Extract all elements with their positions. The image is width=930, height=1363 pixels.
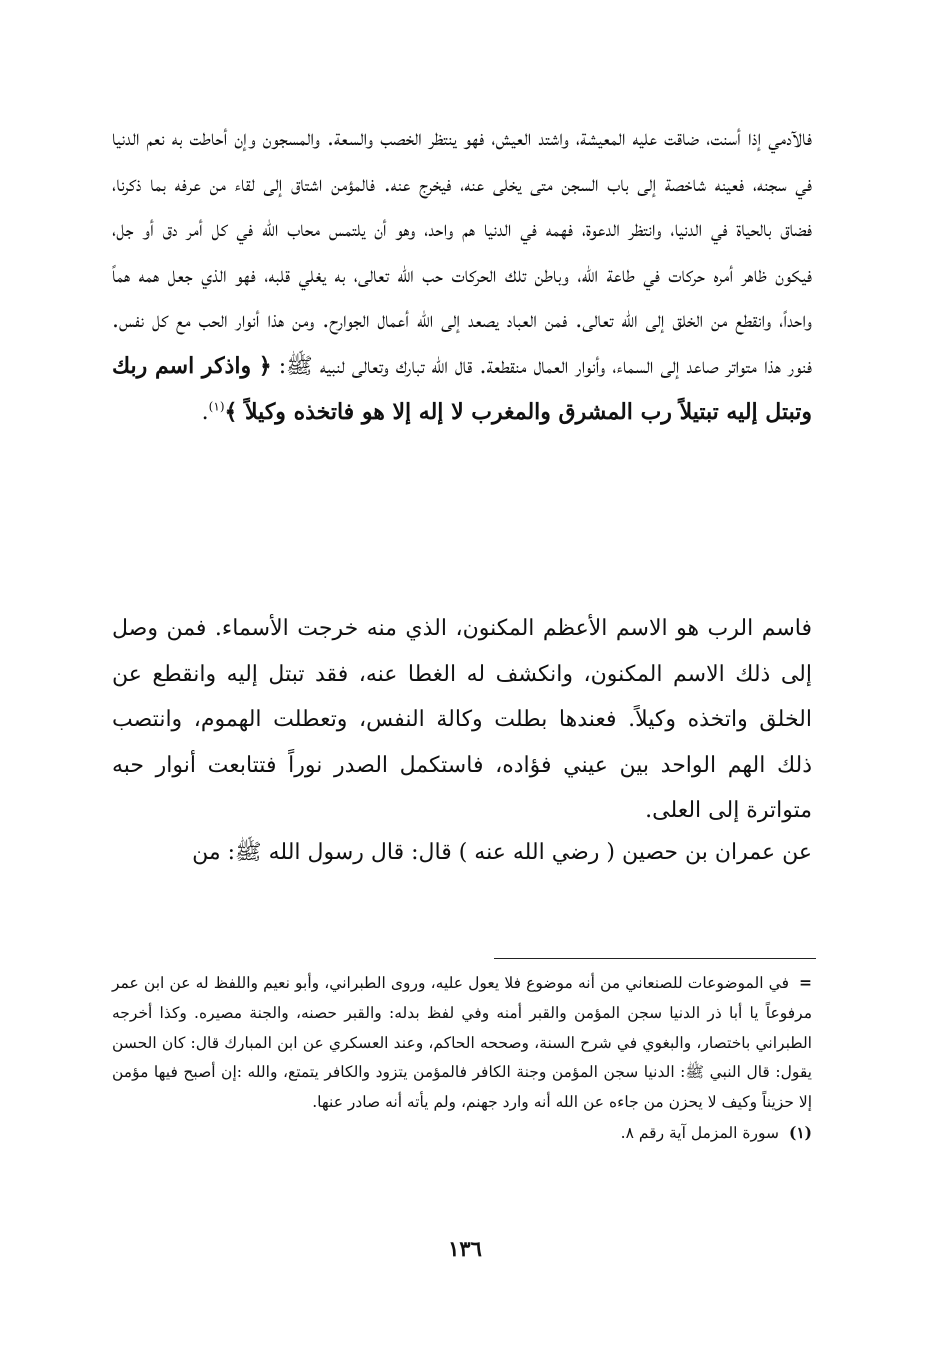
body-paragraph-3 bbox=[112, 830, 812, 876]
footnote-continuation-text: في الموضوعات للصنعاني من أنه موضوع فلا يعول عليه، وروى الطبراني، وأبو نعيم واللفظ له عن ابن عمر مرفوعاً يا أبا ذر الدنيا سجن المؤمن والقبر أمنه وفي لفظ بدله: والقبر حصنه، والجنة مصيره. وكذا أخرجه الطبراني باختصار، والبغوي في شرح السنة، وصححه الحاكم، وعند العسكري عن ابن المبارك قال: كان الحسن يقول: قال النبي ﷺ: الدنيا سجن المؤمن وجنة الكافر فالمؤمن يتزود والكافر يتمتع، والله :إن أصبح فيها مؤمن إلا حزيناً وكيف لا يحزن من جاءه عن الله أنه وارد جهنم، ولم يأته أنه صادر عنها. bbox=[112, 974, 812, 1112]
body-paragraph-2 bbox=[112, 606, 812, 834]
footnote-reference[interactable]: (١) bbox=[208, 399, 225, 414]
footnote-number: (١) bbox=[788, 1122, 812, 1142]
body-paragraph-1 bbox=[112, 116, 812, 435]
paragraph-text: فالآدمي إذا أسنت، ضاقت عليه المعيشة، واشتد العيش، فهو ينتظر الخصب والسعة. والمسجون وإن أحاطت به نعم الدنيا في سجنه، فعينه شاخصة إلى باب السجن متى يخلى عنه، فيخرج عنه. فالمؤمن اشتاق إلى لقاء من عرفه بما ذكرنا، فضاق بالحياة في الدنيا، وانتظر الدعوة، فهمه في الدنيا هم واحد، وهو أن يلتمس محاب الله في كل أمر دق أو جل، فيكون ظاهر أمره حركات في طاعة الله، وباطن تلك الحركات حب الله تعالى، به يغلي قلبه، فهو الذي جعل همه هماً واحداً، وانقطع من الخلق إلى الله تعالى. فمن العباد يصعد إلى الله أعمال الجوارح. ومن هذا أنوار الحب مع كل نفس. فنور هذا متواتر صاعد إلى السماء، وأنوار العمال منقطعة. قال الله تبارك وتعالى لنبيه ﷺ: bbox=[112, 126, 812, 379]
footnote-continuation bbox=[112, 968, 812, 1118]
footnote-1-text: سورة المزمل آية رقم ٨. bbox=[620, 1123, 779, 1142]
paragraph-text: عن عمران بن حصين ( رضي الله عنه ) قال: قال رسول الله ﷺ: من bbox=[192, 840, 812, 865]
footnote-divider bbox=[494, 958, 816, 959]
continuation-marker: = bbox=[799, 973, 812, 992]
page-number: ١٣٦ bbox=[448, 1236, 482, 1261]
sentence-end: . bbox=[201, 399, 209, 425]
paragraph-text: فاسم الرب هو الاسم الأعظم المكنون، الذي منه خرجت الأسماء. فمن وصل إلى ذلك الاسم المكنون، وانكشف له الغطا عنه، فقد تبتل إليه وانقطع عن الخلق واتخذه وكيلاً. فعندها بطلت وكالة النفس، وتعطلت الهموم، وانتصب ذلك الهم الواحد بين عيني فؤاده، فاستكمل الصدر نوراً فتتابعت أنوار حبه متواترة إلى العلى. bbox=[112, 616, 812, 824]
quran-quote: ﴿ واذكر اسم ربك وتبتل إليه تبتيلاً رب المشرق والمغرب لا إله إلا هو فاتخذه وكيلاً ﴾ bbox=[112, 352, 812, 425]
footnote-1 bbox=[112, 1118, 812, 1149]
footnotes-section bbox=[112, 968, 812, 1149]
